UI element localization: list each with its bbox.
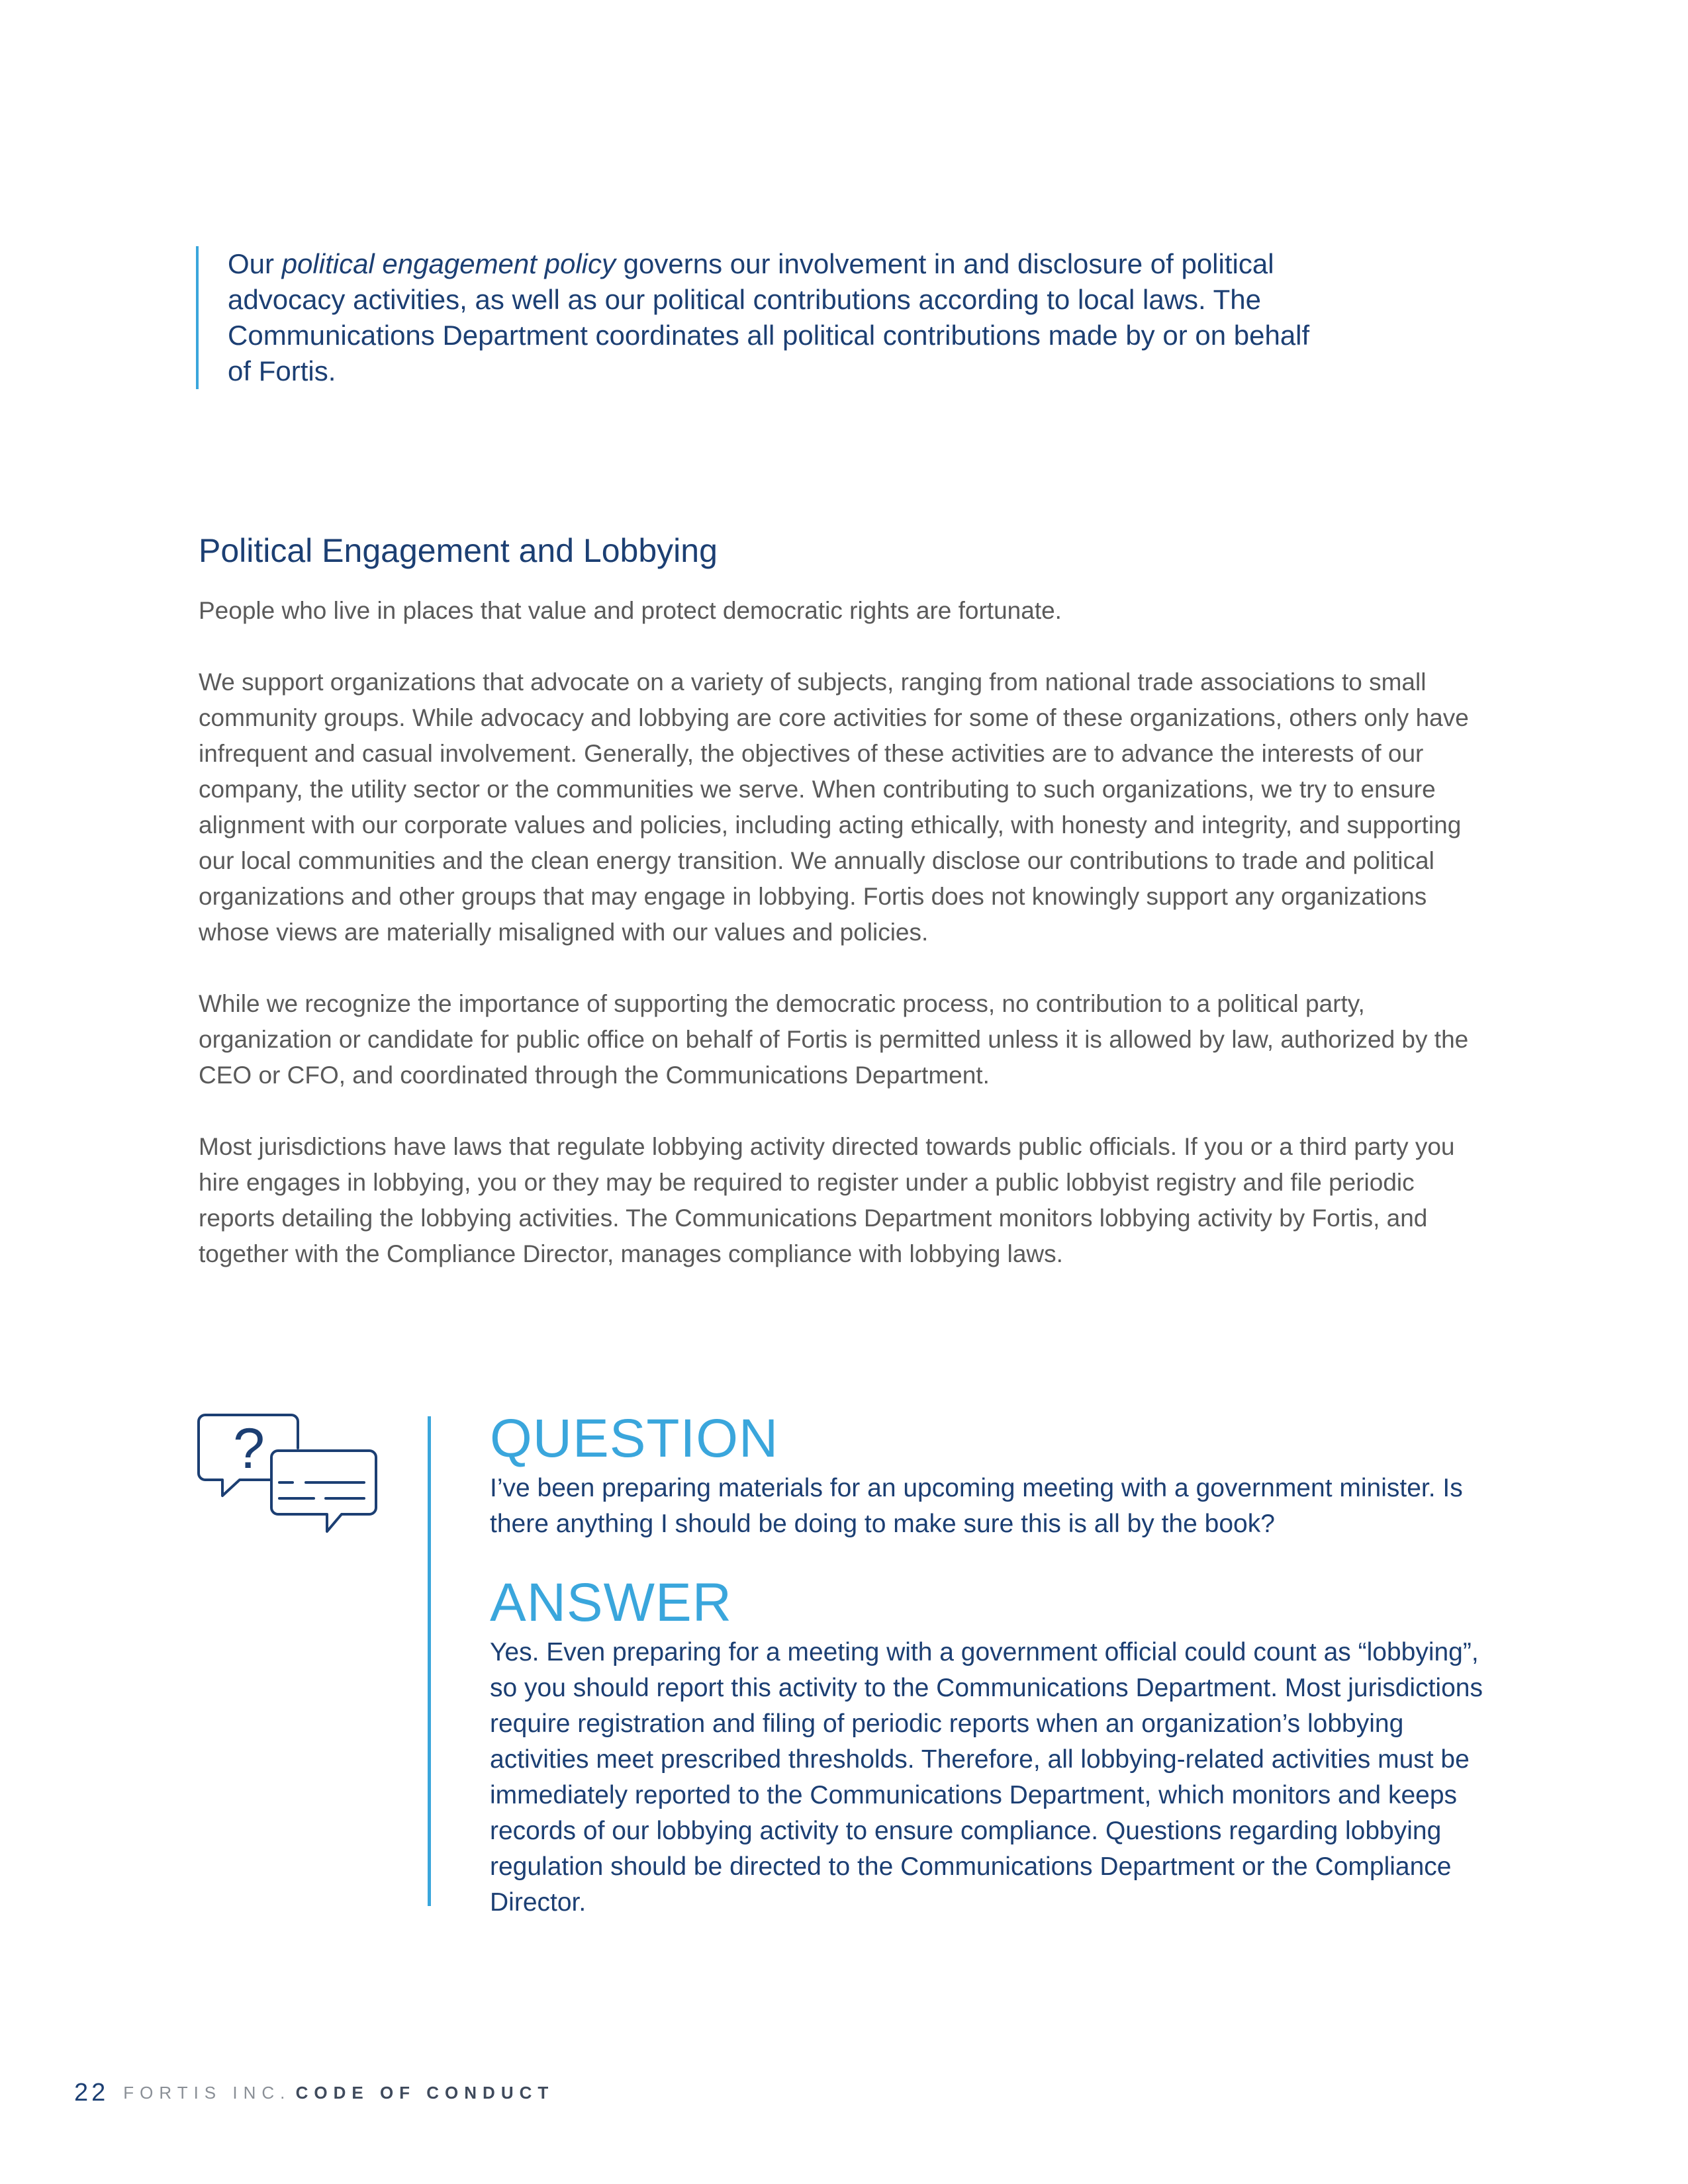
body-paragraph: While we recognize the importance of supporting the democratic process, no contribution to a political party, organization or candidate for public office on behalf of Fortis is permitted unless it is allowed by law, authorized by the CEO or CFO, and coordinated through the Communications Department. [199, 990, 1469, 1089]
policy-callout [196, 246, 1320, 389]
callout-text-start: Our [228, 248, 282, 279]
section-heading: Political Engagement and Lobbying [199, 532, 718, 569]
callout-text-end: governs our involvement in and disclosure of political advocacy activities, as well as our political contributions according to local laws. The Communications Department coordinates all political contributions made by or on behalf of Fortis. [228, 248, 1310, 387]
answer-text: Yes. Even preparing for a meeting with a government official could count as “lobbying”, so you should report this activity to the Communications Department. Most jurisdictions require registration and filing of periodic reports when an organization’s lobbying activities meet prescribed thresholds. Therefore, all lobbying-related activities must be immediately reported to the Communications Department, which monitors and keeps records of our lobbying activity to ensure compliance. Questions regarding lobbying regulation should be directed to the Communications Department or the Compliance Director. [490, 1638, 1483, 1917]
footer-company: FORTIS INC. [123, 2083, 291, 2103]
page-number: 22 [74, 2079, 109, 2107]
svg-text:?: ? [233, 1417, 265, 1480]
qa-divider [428, 1416, 431, 1906]
section-body [199, 593, 1496, 1308]
policy-link-text: political engagement policy [281, 248, 616, 279]
body-paragraph: Most jurisdictions have laws that regulate lobbying activity directed towards public officials. If you or a third party you hire engages in lobbying, you or they may be required to register under a public lobbyist registry and file periodic reports detailing the lobbying activities. The Communications Department monitors lobbying activity by Fortis, and together with the Compliance Director, manages compliance with lobbying laws. [199, 1133, 1455, 1267]
answer-label: ANSWER [490, 1572, 732, 1633]
question-text: I’ve been preparing materials for an upcoming meeting with a government minister. Is there anything I should be doing to make sure this is all by the book? [490, 1474, 1463, 1538]
speech-bubbles-question-icon [197, 1414, 377, 1546]
question-label: QUESTION [490, 1408, 779, 1469]
qa-box [490, 1407, 1509, 1921]
footer-document-title: CODE OF CONDUCT [295, 2083, 555, 2103]
page-footer [74, 2079, 555, 2107]
body-paragraph: We support organizations that advocate on a variety of subjects, ranging from national trade associations to small community groups. While advocacy and lobbying are core activities for some of these organizations, others only have infrequent and casual involvement. Generally, the objectives of these activities are to advance the interests of our company, the utility sector or the communities we serve. When contributing to such organizations, we try to ensure alignment with our corporate values and policies, including acting ethically, with honesty and integrity, and supporting our local communities and the clean energy transition. We annually disclose our contributions to trade and political organizations and other groups that may engage in lobbying. Fortis does not knowingly support any organizations whose views are materially misaligned with our values and policies. [199, 668, 1469, 946]
callout-text [228, 246, 1320, 389]
body-paragraph: People who live in places that value and protect democratic rights are fortunate. [199, 597, 1062, 624]
